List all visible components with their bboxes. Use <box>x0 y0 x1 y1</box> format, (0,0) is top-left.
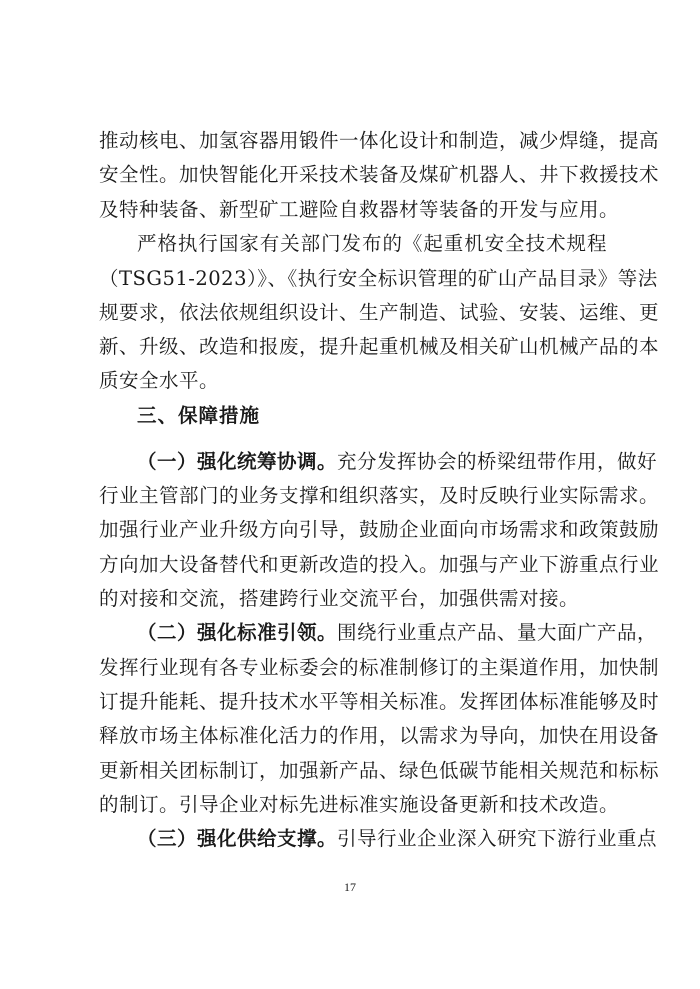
body-line: 质安全水平。 <box>99 369 220 392</box>
measure-title: （二）强化标准引领。 <box>137 621 338 644</box>
body-line: 发挥行业现有各专业标委会的标准制修订的主渠道作用，加快制 <box>99 656 660 679</box>
body-line: 行业主管部门的业务支撑和组织落实，及时反映行业实际需求。 <box>99 484 660 507</box>
measure-first-line <box>137 827 658 851</box>
page-number: 17 <box>344 880 356 894</box>
body-line: 释放市场主体标准化活力的作用，以需求为导向，加快在用设备 <box>99 724 660 747</box>
body-line: 推动核电、加氢容器用锻件一体化设计和制造，减少焊缝，提高 <box>99 129 660 152</box>
body-line: 更新相关团标制订，加强新产品、绿色低碳节能相关规范和标标 <box>99 759 660 782</box>
body-line: 安全性。加快智能化开采技术装备及煤矿机器人、井下救援技术 <box>99 163 660 186</box>
measure-title: （一）强化统筹协调。 <box>137 450 338 473</box>
body-line: （TSG51-2023）》、《执行安全标识管理的矿山产品目录》等法 <box>99 267 658 290</box>
body-line: 订提升能耗、提升技术水平等相关标准。发挥团体标准能够及时 <box>99 690 660 713</box>
section-heading: 三、保障措施 <box>137 404 261 427</box>
body-line: 严格执行国家有关部门发布的《起重机安全技术规程 <box>137 232 607 255</box>
body-line: 方向加大设备替代和更新改造的投入。加强与产业下游重点行业 <box>99 553 660 576</box>
measure-text: 引导行业企业深入研究下游行业重点 <box>337 827 658 850</box>
measure-text: 围绕行业重点产品、量大面广产品， <box>337 621 658 644</box>
body-line: 新、升级、改造和报废，提升起重机械及相关矿山机械产品的本 <box>99 335 660 358</box>
measure-first-line <box>137 450 658 474</box>
body-line: 规要求，依法依规组织设计、生产制造、试验、安装、运维、更 <box>99 301 660 324</box>
body-line: 及特种装备、新型矿工避险自救器材等装备的开发与应用。 <box>99 198 620 221</box>
measure-text: 充分发挥协会的桥梁纽带作用，做好 <box>337 450 658 473</box>
body-line: 加强行业产业升级方向引导，鼓励企业面向市场需求和政策鼓励 <box>99 518 660 541</box>
measure-first-line <box>137 621 658 645</box>
body-line: 的对接和交流，搭建跨行业交流平台，加强供需对接。 <box>99 587 580 610</box>
body-line: 的制订。引导企业对标先进标准实施设备更新和技术改造。 <box>99 793 620 816</box>
measure-title: （三）强化供给支撑。 <box>137 827 338 850</box>
